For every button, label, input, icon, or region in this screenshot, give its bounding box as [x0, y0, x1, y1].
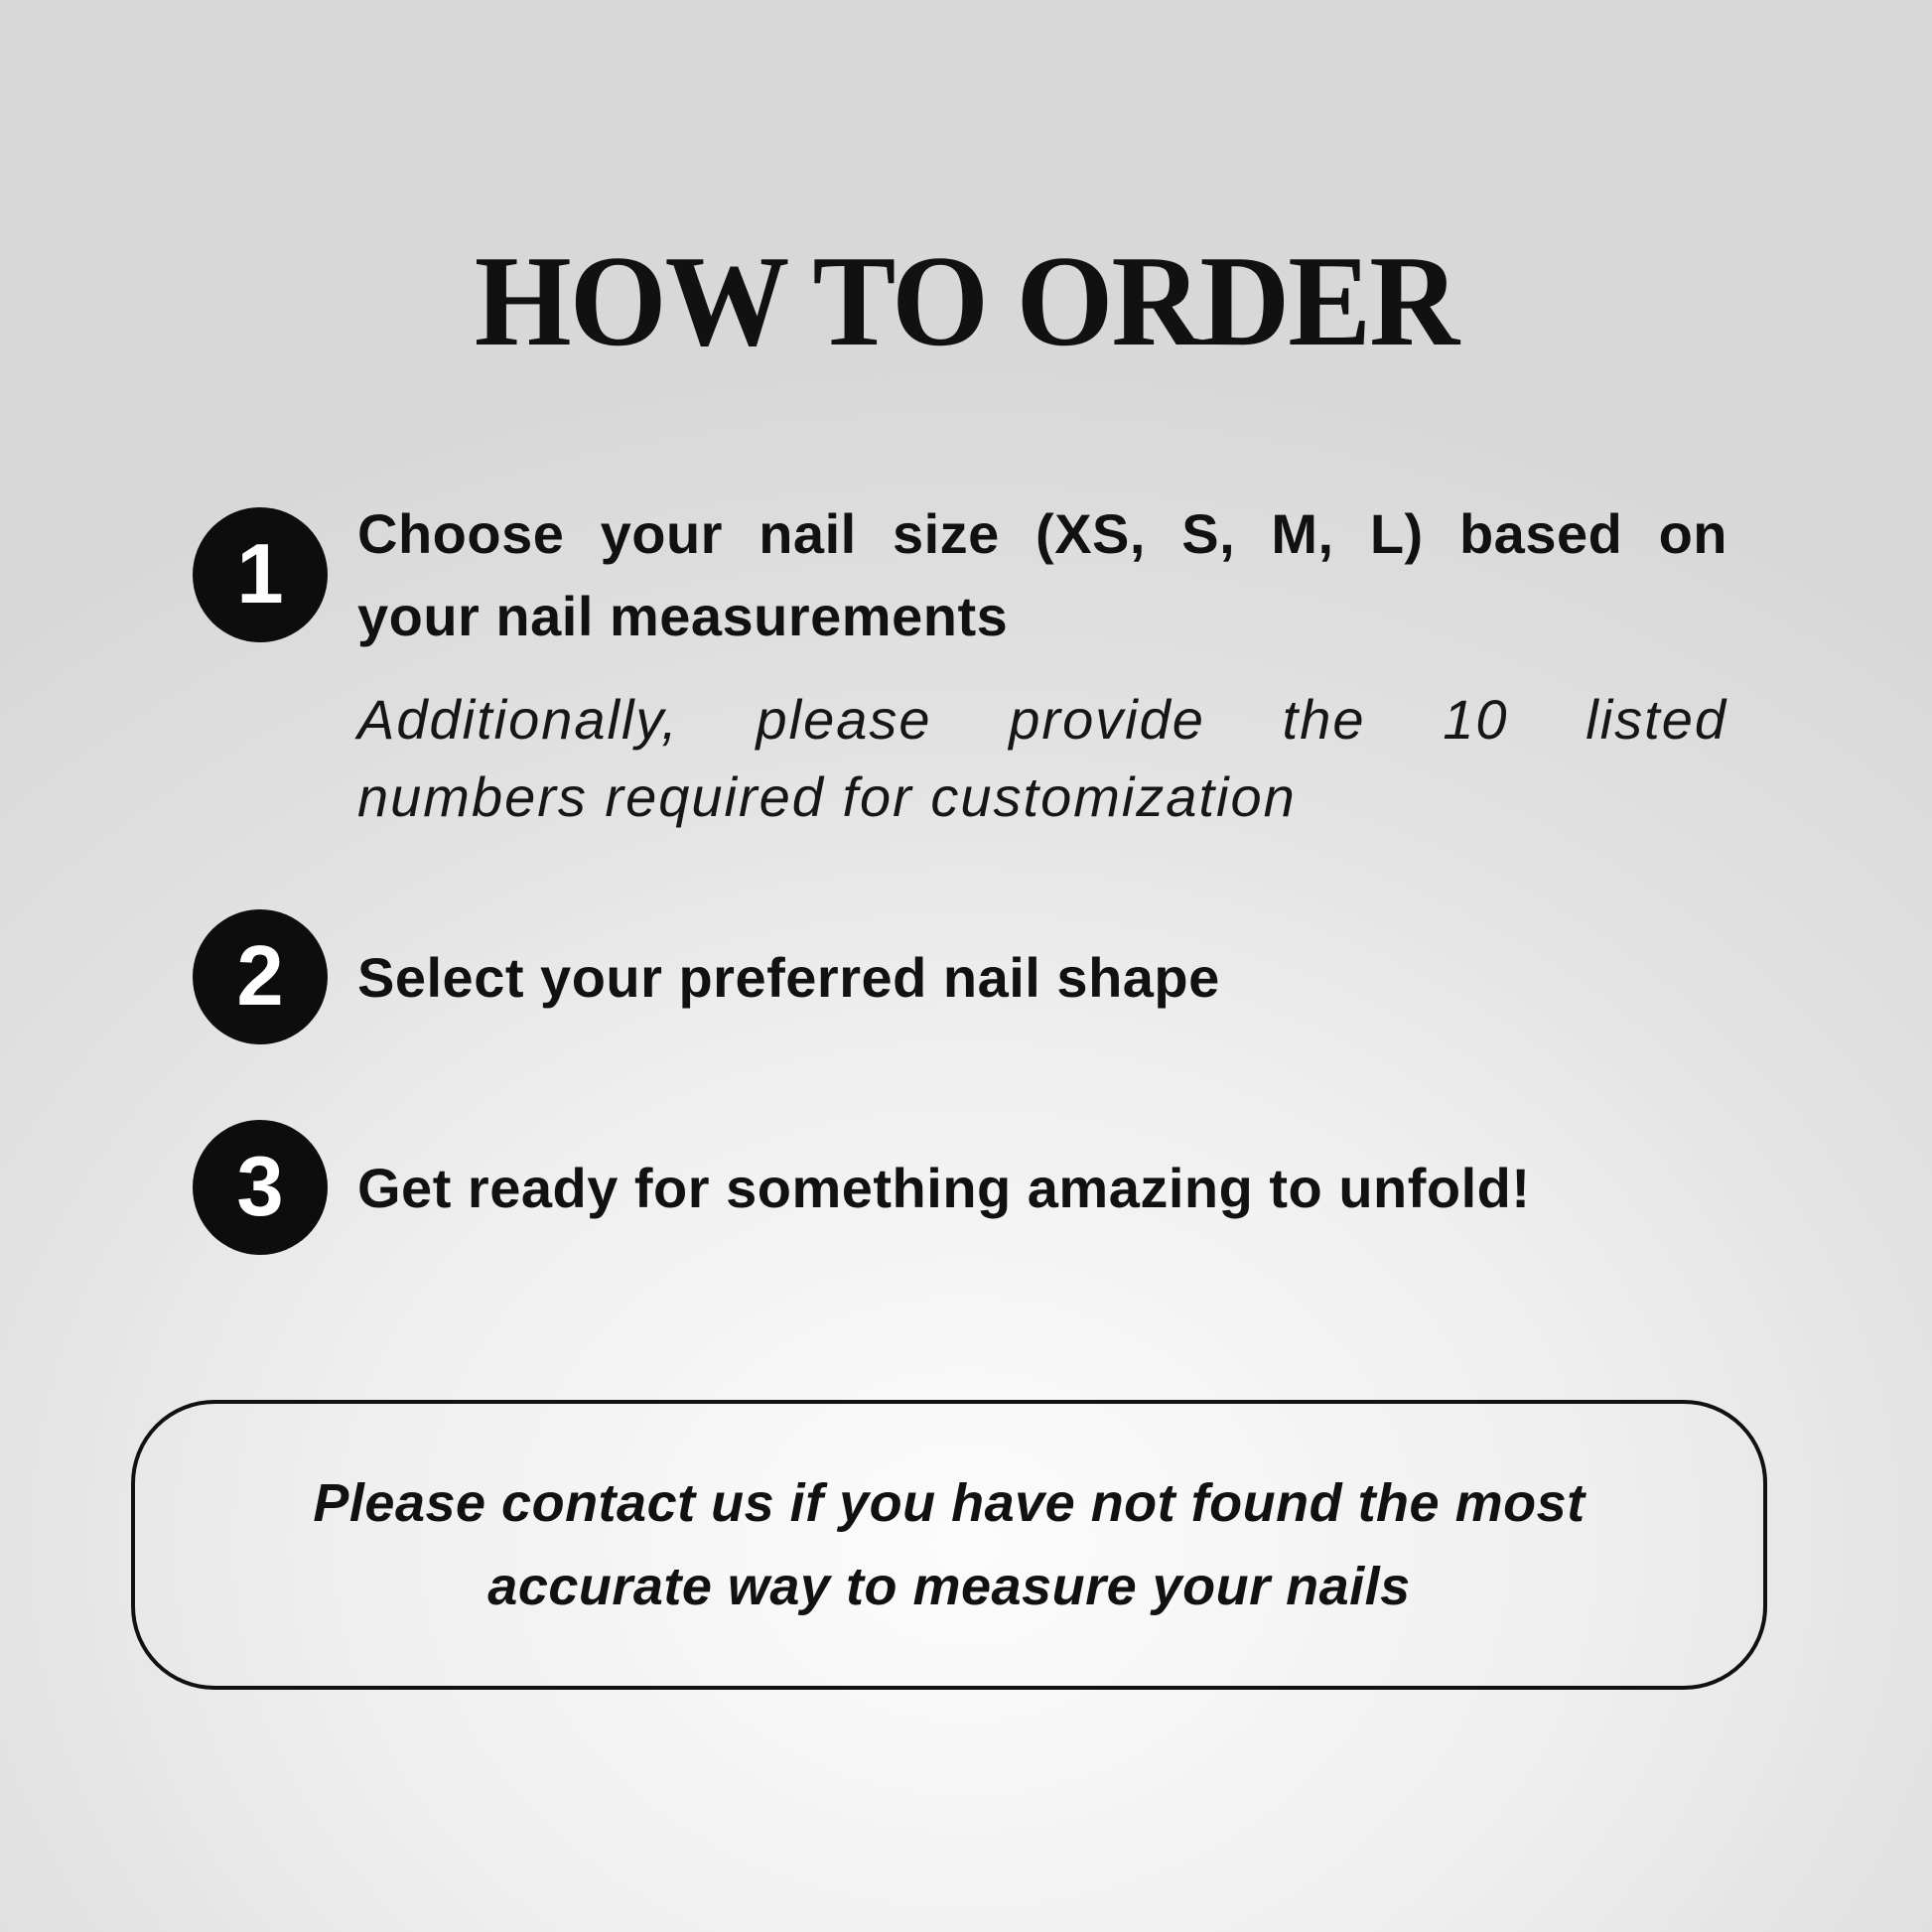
- contact-note-line-1: Please contact us if you have not found the most: [313, 1473, 1586, 1533]
- contact-note-line-2: accurate way to measure your nails: [487, 1557, 1411, 1616]
- step-2-number-badge: [193, 909, 328, 1044]
- step-1-number-badge: [193, 507, 328, 642]
- step-3-text: [357, 1147, 1727, 1229]
- step-1-text: [357, 492, 1727, 657]
- step-2-number: 2: [236, 929, 284, 1024]
- step-item-2: [193, 909, 1727, 1044]
- step-1-text-line-2: your nail measurements: [357, 585, 1009, 647]
- step-3-text-line-1: Get ready for something amazing to unfold!: [357, 1156, 1531, 1219]
- step-2-text: [357, 936, 1727, 1019]
- step-3-number: 3: [236, 1140, 284, 1234]
- contact-note-box: [131, 1400, 1767, 1690]
- step-1-note-line-1: Additionally, please provide the 10 listed: [357, 688, 1727, 751]
- step-1-note-line-2: numbers required for customization: [357, 765, 1297, 828]
- step-item-3: [193, 1120, 1727, 1255]
- step-1-text-line-1: Choose your nail size (XS, S, M, L) based on: [357, 502, 1727, 565]
- step-item-1: [193, 492, 1727, 657]
- step-1-number: 1: [236, 527, 284, 621]
- page-title: HOW TO ORDER: [474, 229, 1458, 373]
- step-2-text-line-1: Select your preferred nail shape: [357, 945, 1220, 1009]
- step-1-note: [357, 681, 1727, 836]
- step-3-number-badge: [193, 1120, 328, 1255]
